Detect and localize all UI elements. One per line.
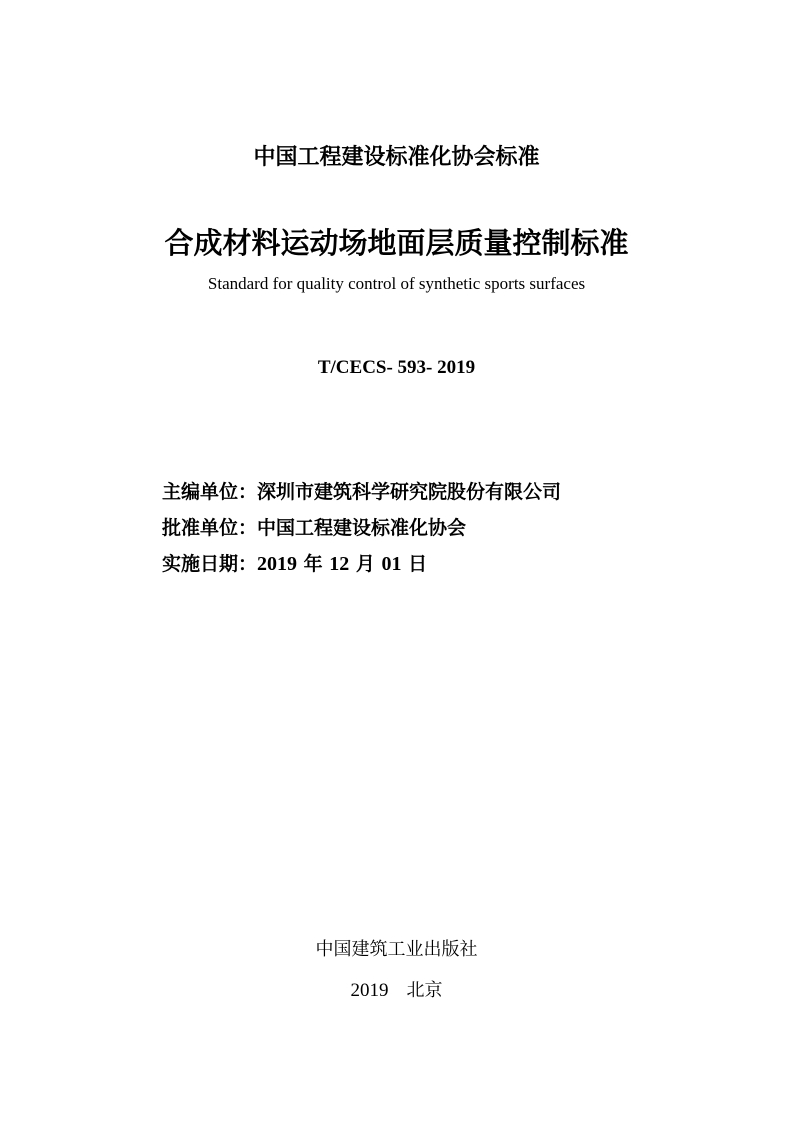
effective-month-unit: 月 bbox=[349, 553, 382, 575]
approver-value: 中国工程建设标准化协会 bbox=[257, 517, 467, 539]
organization-heading: 中国工程建设标准化协会标准 bbox=[253, 145, 540, 170]
publisher: 中国建筑工业出版社 bbox=[315, 939, 478, 960]
approver-label: 批准单位： bbox=[162, 517, 258, 539]
chief-editor-value: 深圳市建筑科学研究院股份有限公司 bbox=[257, 481, 562, 503]
effective-day: 01 bbox=[381, 553, 402, 575]
effective-date-label: 实施日期： bbox=[162, 553, 258, 575]
document-info bbox=[162, 474, 762, 582]
document-title: 合成材料运动场地面层质量控制标准 bbox=[164, 226, 629, 260]
chief-editor-label: 主编单位： bbox=[162, 481, 258, 503]
approver-row bbox=[162, 510, 762, 546]
publication-year: 2019 bbox=[350, 980, 389, 1001]
effective-date-row bbox=[162, 546, 762, 582]
document-title-english: Standard for quality control of synthetic sports surfaces bbox=[207, 274, 586, 293]
effective-month: 12 bbox=[329, 553, 350, 575]
effective-year-unit: 年 bbox=[297, 553, 330, 575]
effective-day-unit: 日 bbox=[401, 553, 428, 575]
standard-code: T/CECS- 593- 2019 bbox=[317, 357, 476, 378]
publication-city: 北京 bbox=[406, 980, 443, 1001]
effective-year: 2019 bbox=[257, 553, 298, 575]
publication-place bbox=[0, 977, 793, 1005]
chief-editor-row bbox=[162, 474, 762, 510]
